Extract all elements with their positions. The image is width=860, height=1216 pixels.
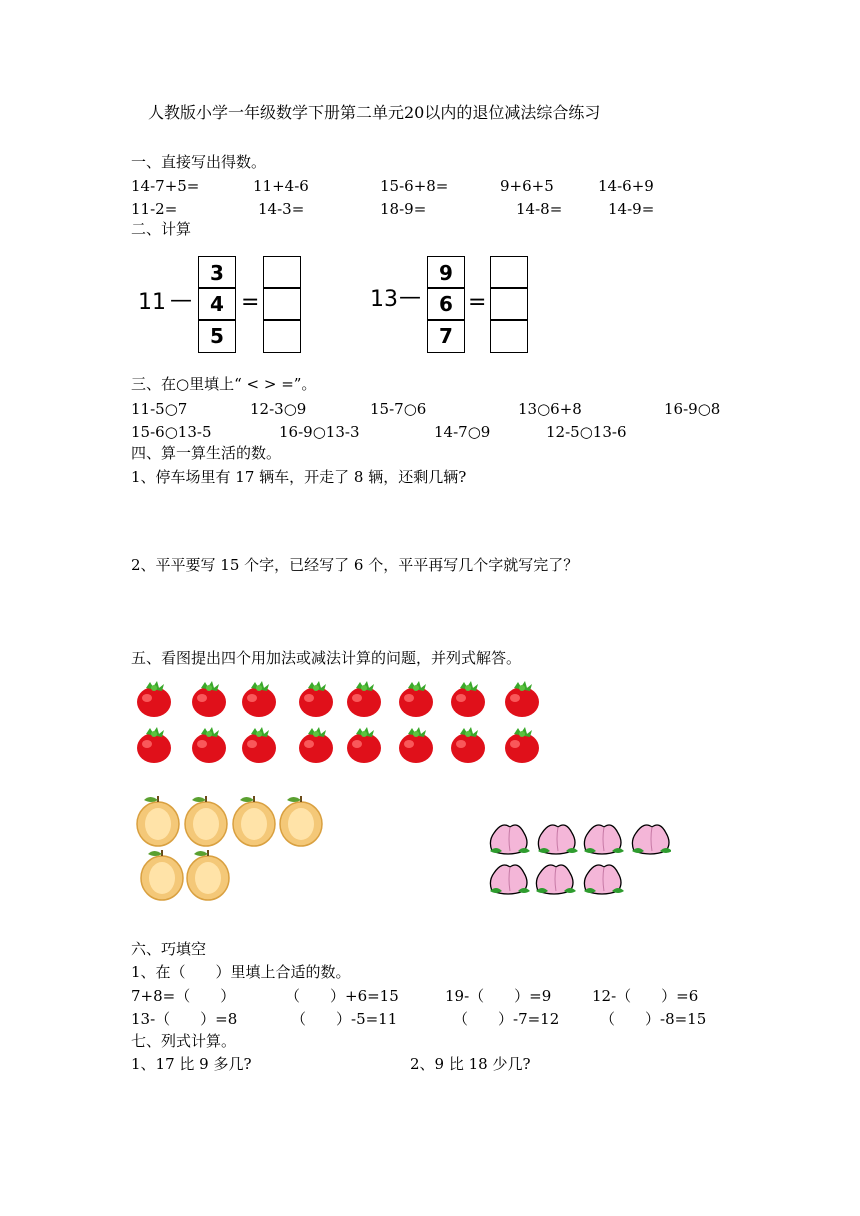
s1-r2-c5: 14-9=	[608, 200, 655, 218]
peaches-picture	[486, 815, 671, 900]
s1-r2-c2: 14-3=	[258, 200, 305, 218]
oranges-picture	[134, 790, 329, 905]
calc2-cell-bot: 7	[427, 319, 465, 353]
calc2-minuend: 13	[370, 287, 398, 312]
peaches-svg	[486, 815, 671, 900]
page-title: 人教版小学一年级数学下册第二单元20以内的退位减法综合练习	[148, 103, 601, 122]
s1-r1-c4: 9+6+5	[500, 177, 554, 195]
oranges-svg	[134, 790, 329, 905]
calc1-minus: —	[170, 288, 192, 313]
calc1-cell-bot: 5	[198, 319, 236, 353]
calc2-cell-mid: 6	[427, 287, 465, 321]
s6-r1-c4: 12-（ ）=6	[592, 987, 699, 1005]
s6-r2-c2: （ ）-5=11	[291, 1010, 398, 1028]
calc2-cell-top: 9	[427, 256, 465, 289]
section5-heading: 五、看图提出四个用加法或减法计算的问题，并列式解答。	[131, 649, 522, 667]
apples-svg	[134, 676, 559, 768]
s4-question-2: 2、平平要写 15 个字，已经写了 6 个，平平再写几个字就写完了？	[131, 556, 579, 574]
s6-r2-c1: 13-（ ）=8	[131, 1010, 238, 1028]
s3-r1-c1: 11-5○7	[131, 400, 188, 418]
section6-heading: 六、巧填空	[131, 940, 207, 958]
apples-picture	[134, 676, 559, 768]
section7-heading: 七、列式计算。	[131, 1032, 237, 1050]
s1-r2-c1: 11-2=	[131, 200, 178, 218]
s7-question-2: 2、9 比 18 少几?	[410, 1055, 531, 1073]
s1-r2-c4: 14-8=	[516, 200, 563, 218]
s3-r2-c4: 12-5○13-6	[546, 423, 627, 441]
s6-sub-heading: 1、在（ ）里填上合适的数。	[131, 963, 351, 981]
calc2-answer-mid[interactable]	[490, 287, 528, 321]
calc1-answer-mid[interactable]	[263, 287, 301, 321]
s6-r1-c3: 19-（ ）=9	[445, 987, 552, 1005]
s3-r2-c3: 14-7○9	[434, 423, 491, 441]
calc1-equals: =	[241, 290, 260, 315]
s1-r1-c5: 14-6+9	[598, 177, 654, 195]
section2-heading: 二、计算	[131, 220, 192, 238]
calc1-answer-bot[interactable]	[263, 319, 301, 353]
s6-r2-c3: （ ）-7=12	[453, 1010, 560, 1028]
s6-r1-c1: 7+8=（ ）	[131, 987, 236, 1005]
s3-r1-c4: 13○6+8	[518, 400, 582, 418]
s1-r1-c1: 14-7+5=	[131, 177, 200, 195]
calc2-minus: —	[399, 285, 421, 310]
s3-r1-c2: 12-3○9	[250, 400, 307, 418]
s1-r1-c3: 15-6+8=	[380, 177, 449, 195]
section1-heading: 一、直接写出得数。	[131, 153, 267, 171]
s3-r1-c5: 16-9○8	[664, 400, 721, 418]
calc2-answer-top[interactable]	[490, 256, 528, 289]
s7-question-1: 1、17 比 9 多几?	[131, 1055, 252, 1073]
calc2-answer-bot[interactable]	[490, 319, 528, 353]
calc1-cell-mid: 4	[198, 287, 236, 321]
section3-heading: 三、在○里填上“ < > =”。	[131, 375, 317, 393]
calc2-equals: =	[468, 290, 487, 315]
s1-r1-c2: 11+4-6	[253, 177, 309, 195]
section4-heading: 四、算一算生活的数。	[131, 444, 282, 462]
s4-question-1: 1、停车场里有 17 辆车，开走了 8 辆，还剩几辆?	[131, 468, 467, 486]
s3-r2-c1: 15-6○13-5	[131, 423, 212, 441]
calc1-minuend: 11	[138, 290, 166, 315]
s6-r2-c4: （ ）-8=15	[600, 1010, 707, 1028]
calc1-answer-top[interactable]	[263, 256, 301, 289]
s3-r2-c2: 16-9○13-3	[279, 423, 360, 441]
s1-r2-c3: 18-9=	[380, 200, 427, 218]
s3-r1-c3: 15-7○6	[370, 400, 427, 418]
s6-r1-c2: （ ）+6=15	[285, 987, 399, 1005]
calc1-cell-top: 3	[198, 256, 236, 289]
